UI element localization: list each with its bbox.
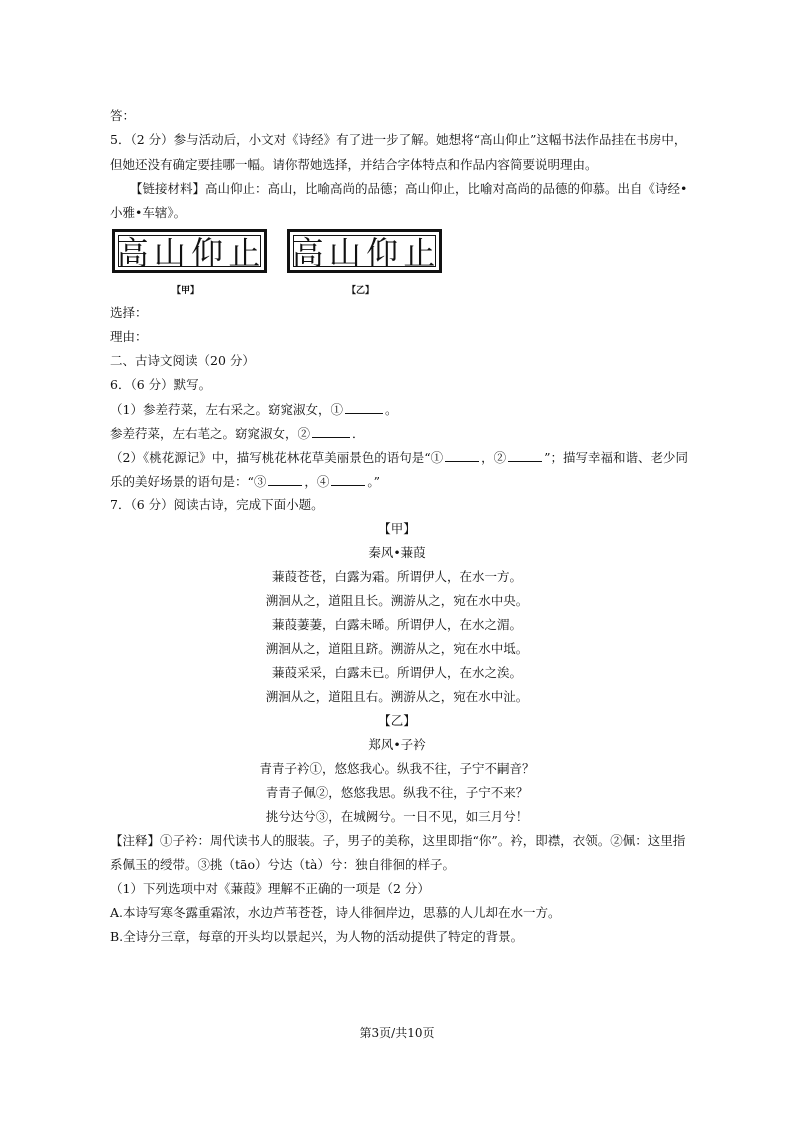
text-segment: ，④ — [304, 474, 330, 489]
calligraphy-jia — [112, 229, 267, 273]
poem-jia-line: 溯洄从之，道阻且跻。溯游从之，宛在水中坻。 — [265, 641, 529, 656]
calligraphy-yi-char: 山 — [328, 234, 363, 272]
poem-yi-line: 青青子衿①，悠悠我心。纵我不往，子宁不嗣音？ — [259, 761, 535, 776]
text-segment: 。 — [384, 402, 398, 417]
calligraphy-jia-char: 山 — [153, 234, 188, 272]
question-5-line-1: 5．（2 分）参与活动后，小文对《诗经》有了进一步了解。她想将“高山仰止”这幅书法作品挂在书房中， — [110, 132, 687, 147]
poem-yi-line: 青青子佩②，悠悠我思。纵我不往，子宁不来？ — [265, 785, 529, 800]
poem-jia-line: 溯洄从之，道阻且长。溯游从之，宛在水中央。 — [265, 593, 529, 608]
answer-label: 答： — [110, 108, 136, 123]
text-segment: （2）《桃花源记》中，描写桃花林花草美丽景色的语句是“① — [110, 450, 444, 465]
answer-blank[interactable] — [445, 449, 479, 462]
question-6-2a — [110, 449, 688, 466]
poem-jia-line: 溯洄从之，道阻且右。溯游从之，宛在水中沚。 — [265, 689, 529, 704]
calligraphy-yi-caption: 【乙】 — [347, 286, 375, 296]
notes-line-2: 系佩玉的绶带。③挑（tāo）兮达（tà）兮：独自徘徊的样子。 — [110, 857, 455, 872]
answer-blank[interactable] — [268, 473, 302, 486]
poem-yi-line: 挑兮达兮③，在城阙兮。一日不见，如三月兮！ — [265, 809, 529, 824]
answer-blank[interactable] — [312, 425, 350, 438]
text-segment: （1）参差荇菜，左右采之。窈窕淑女，① — [110, 402, 343, 417]
question-6: 6．（6 分）默写。 — [110, 377, 212, 392]
option-b: B.全诗分三章，每章的开头均以景起兴，为人物的活动提供了特定的背景。 — [110, 929, 524, 944]
question-7-1: （1）下列选项中对《蒹葭》理解不正确的一项是（2 分） — [110, 881, 430, 896]
reason-label: 理由： — [110, 329, 148, 344]
link-material-line-1: 【链接材料】高山仰止：高山，比喻高尚的品德；高山仰止，比喻对高尚的品德的仰慕。出自《诗经• — [130, 181, 688, 196]
calligraphy-jia-char: 高 — [116, 234, 151, 272]
text-segment: ． — [352, 426, 365, 441]
poem-jia-line: 蒹葭采采，白露未已。所谓伊人，在水之涘。 — [271, 665, 522, 680]
calligraphy-jia-char: 止 — [228, 234, 263, 272]
page-footer: 第3页/共10页 — [359, 1026, 435, 1040]
poem-yi-title: 郑风•子衿 — [368, 737, 426, 752]
calligraphy-yi — [287, 229, 442, 273]
text-segment: 乐的美好场景的语句是：“③ — [110, 474, 267, 489]
question-7: 7．（6 分）阅读古诗，完成下面小题。 — [110, 497, 324, 512]
question-6-2b — [110, 473, 380, 490]
text-segment: 参差荇菜，左右芼之。窈窕淑女，② — [110, 426, 311, 441]
text-segment: 。” — [367, 474, 381, 489]
text-segment: ”；描写幸福和谐、老少同 — [544, 450, 689, 465]
section-2-heading: 二、古诗文阅读（20 分） — [110, 353, 255, 368]
calligraphy-yi-char: 止 — [403, 234, 438, 272]
calligraphy-yi-char: 仰 — [366, 234, 401, 272]
text-segment: ，② — [481, 450, 507, 465]
answer-blank[interactable] — [508, 449, 542, 462]
question-6-1a — [110, 401, 397, 418]
poem-jia-title: 秦风•蒹葭 — [368, 545, 426, 560]
option-a: A.本诗写寒冬露重霜浓，水边芦苇苍苍，诗人徘徊岸边，思慕的人儿却在水一方。 — [110, 905, 561, 920]
calligraphy-jia-caption: 【甲】 — [172, 286, 200, 296]
poem-yi-label: 【乙】 — [378, 713, 416, 728]
link-material-line-2: 小雅•车辖》。 — [110, 205, 187, 220]
poem-jia-label: 【甲】 — [378, 521, 416, 536]
answer-blank[interactable] — [331, 473, 365, 486]
calligraphy-jia-char: 仰 — [191, 234, 226, 272]
poem-jia-line: 蒹葭萋萋，白露未晞。所谓伊人，在水之湄。 — [271, 617, 522, 632]
choose-label: 选择： — [110, 305, 148, 320]
calligraphy-yi-char: 高 — [291, 234, 326, 272]
notes-line-1: 【注释】①子衿：周代读书人的服装。子，男子的美称，这里即指“你”。衿，即襟，衣领。②佩：这里指 — [110, 833, 686, 848]
question-5-line-2: 但她还没有确定要挂哪一幅。请你帮她选择，并结合字体特点和作品内容简要说明理由。 — [110, 157, 598, 172]
poem-jia-line: 蒹葭苍苍，白露为霜。所谓伊人，在水一方。 — [271, 569, 522, 584]
question-6-1b — [110, 425, 365, 442]
answer-blank[interactable] — [345, 401, 383, 414]
